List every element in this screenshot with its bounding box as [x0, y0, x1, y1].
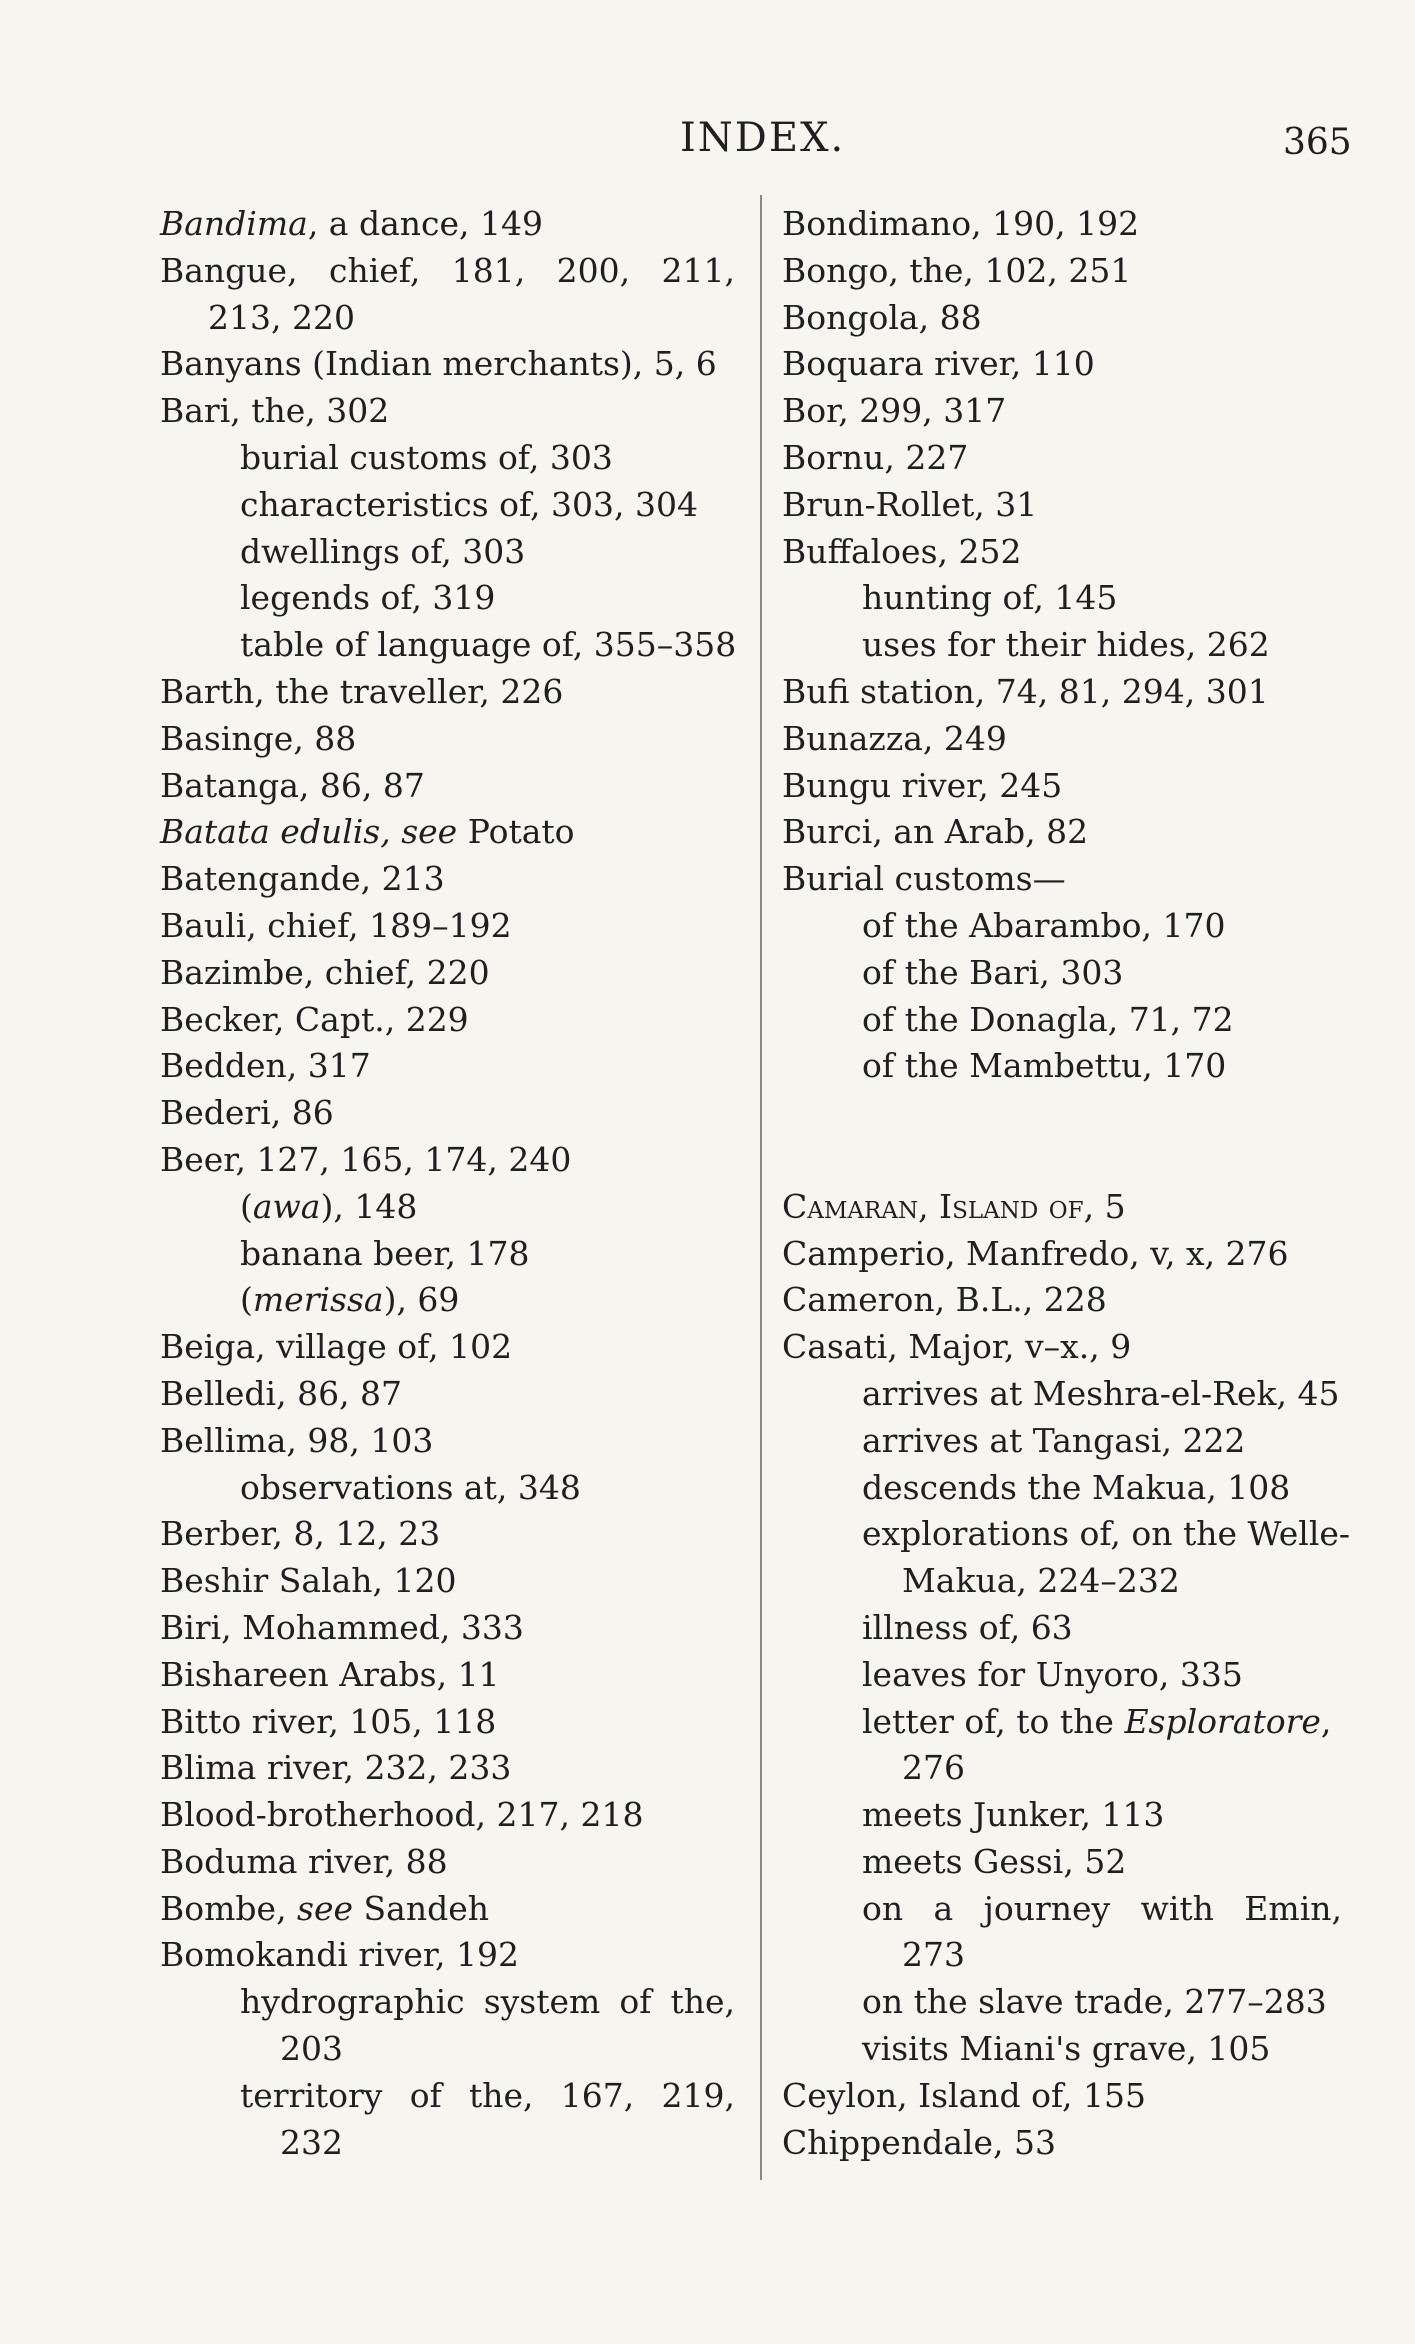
- index-subentry: letter of, to the Esploratore,: [862, 1701, 1332, 1741]
- index-entry: Berber, 8, 12, 23: [160, 1514, 441, 1554]
- index-entry: Barth, the traveller, 226: [160, 671, 564, 711]
- column-divider: [760, 195, 762, 2180]
- index-entry: Banyans (Indian merchants), 5, 6: [160, 344, 717, 384]
- index-subentry: of the Bari, 303: [862, 952, 1124, 992]
- index-subentry: of the Abarambo, 170: [862, 905, 1226, 945]
- index-entry: Bellima, 98, 103: [160, 1420, 434, 1460]
- index-entry: Bazimbe, chief, 220: [160, 952, 490, 992]
- index-entry: Bandima, a dance, 149: [160, 204, 544, 243]
- index-subentry: explorations of, on the Welle-: [862, 1514, 1351, 1554]
- index-entry: Bederi, 86: [160, 1093, 334, 1133]
- index-entry-continuation: 276: [902, 1748, 965, 1788]
- index-subentry: (awa), 148: [240, 1186, 418, 1226]
- index-subentry: uses for their hides, 262: [862, 625, 1270, 665]
- index-subentry: arrives at Meshra-el-Rek, 45: [862, 1373, 1340, 1413]
- index-entry: Blood-brotherhood, 217, 218: [160, 1795, 644, 1835]
- index-subentry: of the Donagla, 71, 72: [862, 999, 1234, 1039]
- index-entry: Brun-Rollet, 31: [782, 484, 1038, 524]
- index-section-gap: [782, 1090, 1342, 1184]
- index-subentry: dwellings of, 303: [240, 531, 526, 571]
- page-number: 365: [1283, 122, 1352, 163]
- index-entry-continuation: 273: [902, 1935, 965, 1975]
- index-subentry: hydrographic system of the,: [240, 1982, 735, 2022]
- index-subentry: of the Mambettu, 170: [862, 1046, 1227, 1086]
- index-entry: Bauli, chief, 189–192: [160, 905, 512, 945]
- index-entry: Chippendale, 53: [782, 2122, 1056, 2162]
- index-entry: Bangue, chief, 181, 200, 211,: [160, 250, 735, 290]
- index-entry-continuation: Makua, 224–232: [902, 1561, 1180, 1601]
- index-entry: Camaran, Island of, 5: [782, 1186, 1126, 1226]
- index-subentry: arrives at Tangasi, 222: [862, 1420, 1246, 1460]
- index-entry: Boquara river, 110: [782, 344, 1095, 384]
- index-subentry: legends of, 319: [240, 578, 496, 618]
- index-subentry: illness of, 63: [862, 1607, 1073, 1647]
- index-entry: Burci, an Arab, 82: [782, 812, 1089, 852]
- index-subentry: on the slave trade, 277–283: [862, 1982, 1327, 2022]
- index-entry: Bungu river, 245: [782, 765, 1063, 805]
- index-entry: Bondimano, 190, 192: [782, 204, 1140, 243]
- index-entry: Boduma river, 88: [160, 1841, 448, 1881]
- index-subentry: descends the Makua, 108: [862, 1467, 1291, 1507]
- index-subentry: burial customs of, 303: [240, 437, 613, 477]
- index-subentry: hunting of, 145: [862, 578, 1118, 618]
- index-entry-continuation: 213, 220: [208, 297, 355, 337]
- index-entry: Bombe, see Sandeh: [160, 1888, 489, 1928]
- index-column-right: [782, 201, 1351, 2166]
- index-entry: Beshir Salah, 120: [160, 1561, 457, 1601]
- index-entry-continuation: 203: [280, 2029, 343, 2069]
- index-subentry: meets Junker, 113: [862, 1795, 1165, 1835]
- index-entry: Bongola, 88: [782, 297, 982, 337]
- index-entry: Bunazza, 249: [782, 718, 1007, 758]
- index-entry: Biri, Mohammed, 333: [160, 1607, 524, 1647]
- index-entry: Beiga, village of, 102: [160, 1327, 513, 1367]
- index-entry-continuation: 232: [280, 2122, 343, 2162]
- index-entry: Batata edulis, see Potato: [160, 812, 575, 852]
- index-entry: Buffaloes, 252: [782, 531, 1022, 571]
- index-subentry: visits Miani's grave, 105: [862, 2029, 1271, 2069]
- index-subentry: banana beer, 178: [240, 1233, 530, 1273]
- index-entry: Batanga, 86, 87: [160, 765, 425, 805]
- index-subentry: meets Gessi, 52: [862, 1841, 1127, 1881]
- index-entry: Cameron, B.L., 228: [782, 1280, 1107, 1320]
- index-entry: Burial customs—: [782, 859, 1066, 899]
- index-entry: Camperio, Manfredo, v, x, 276: [782, 1233, 1289, 1273]
- index-entry: Blima river, 232, 233: [160, 1748, 512, 1788]
- index-entry: Beer, 127, 165, 174, 240: [160, 1139, 572, 1179]
- index-entry: Becker, Capt., 229: [160, 999, 469, 1039]
- index-subentry: leaves for Unyoro, 335: [862, 1654, 1243, 1694]
- index-entry: Bedden, 317: [160, 1046, 371, 1086]
- index-subentry: observations at, 348: [240, 1467, 581, 1507]
- index-subentry: on a journey with Emin,: [862, 1888, 1342, 1928]
- index-entry: Basinge, 88: [160, 718, 357, 758]
- index-entry: Bishareen Arabs, 11: [160, 1654, 500, 1694]
- index-entry: Bufi station, 74, 81, 294, 301: [782, 671, 1269, 711]
- index-subentry: characteristics of, 303, 304: [240, 484, 698, 524]
- index-entry: Bitto river, 105, 118: [160, 1701, 497, 1741]
- index-subentry: table of language of, 355–358: [240, 625, 737, 665]
- index-entry: Bari, the, 302: [160, 391, 390, 431]
- index-entry: Bor, 299, 317: [782, 391, 1007, 431]
- index-subentry: territory of the, 167, 219,: [240, 2075, 735, 2115]
- running-header-title: INDEX.: [680, 115, 846, 161]
- index-entry: Casati, Major, v–x., 9: [782, 1327, 1132, 1367]
- index-column-left: [160, 201, 735, 2166]
- index-entry: Batengande, 213: [160, 859, 445, 899]
- index-entry: Bongo, the, 102, 251: [782, 250, 1132, 290]
- index-entry: Bomokandi river, 192: [160, 1935, 519, 1975]
- index-entry: Bornu, 227: [782, 437, 969, 477]
- index-subentry: (merissa), 69: [240, 1280, 460, 1320]
- index-entry: Belledi, 86, 87: [160, 1373, 403, 1413]
- index-entry: Ceylon, Island of, 155: [782, 2075, 1147, 2115]
